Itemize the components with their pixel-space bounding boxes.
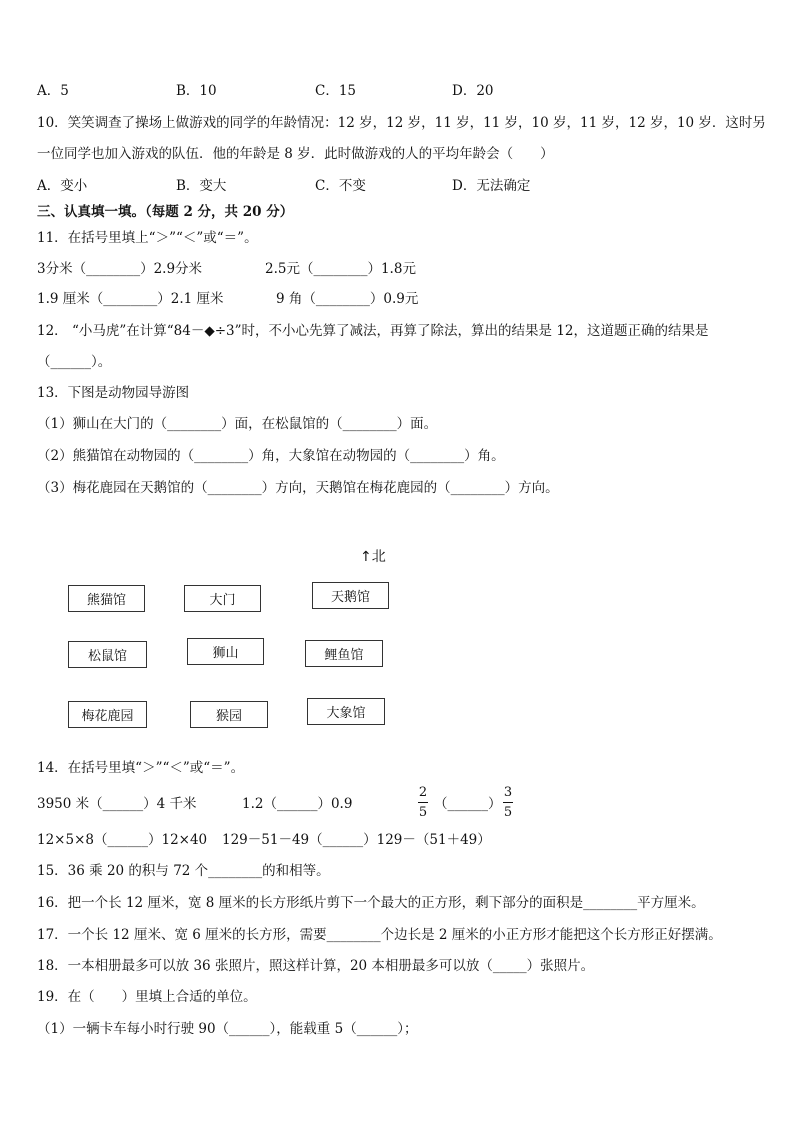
fraction-left-numerator: 2: [418, 785, 428, 800]
q9-option-d: D．20: [452, 83, 494, 99]
q14-fraction-left: [418, 785, 428, 820]
fraction-bar: [418, 802, 428, 803]
q16-text: 16．把一个长 12 厘米，宽 8 厘米的长方形纸片剪下一个最大的正方形，剩下部分的面积是________平方厘米。: [37, 895, 705, 911]
q14-item-1: 3950 米（______）4 千米: [37, 796, 197, 812]
q10-option-a: A．变小: [37, 178, 88, 194]
map-box-monkey-garden: 猴园: [190, 701, 268, 728]
q11-title: 11．在括号里填上“＞”“＜”或“＝”。: [37, 230, 258, 246]
q10-line1: 10．笑笑调查了操场上做游戏的同学的年龄情况：12 岁，12 岁，11 岁，11 岁，10 岁，11 岁，12 岁，10 岁．这时另: [37, 115, 766, 131]
fraction-bar: [503, 802, 513, 803]
q9-option-c: C．15: [315, 83, 357, 99]
q13-sub-1: （1）狮山在大门的（________）面，在松鼠馆的（________）面。: [37, 416, 438, 432]
map-box-lion-hill: 狮山: [187, 638, 264, 665]
map-box-panda-hall: 熊猫馆: [68, 585, 145, 612]
map-box-main-gate: 大门: [184, 585, 261, 612]
section3-title: 三、认真填一填。（每题 2 分，共 20 分）: [37, 204, 294, 220]
q19-sub-1: （1）一辆卡车每小时行驶 90（______），能载重 5（______）；: [37, 1021, 418, 1037]
map-box-squirrel-hall: 松鼠馆: [68, 641, 147, 668]
q14-item-3: 12×5×8（______）12×40: [37, 832, 208, 848]
map-box-carp-hall: 鲤鱼馆: [305, 640, 383, 667]
q14-item-4: 129－51－49（______）129－（51＋49）: [222, 832, 491, 848]
q13-title: 13．下图是动物园导游图: [37, 385, 190, 401]
q10-line2: 一位同学也加入游戏的队伍．他的年龄是 8 岁．此时做游戏的人的平均年龄会（ ）: [37, 146, 554, 162]
q11-item-1: 3分米（________）2.9分米: [37, 261, 203, 277]
q9-option-a: A．5: [37, 83, 69, 99]
fraction-right-numerator: 3: [503, 785, 513, 800]
q12-line1: 12． “小马虎”在计算“84－◆÷3”时，不小心先算了减法，再算了除法，算出的结果是 12，这道题正确的结果是: [37, 323, 709, 339]
q19-title: 19．在（ ）里填上合适的单位。: [37, 989, 257, 1005]
north-arrow-label: ↑北: [360, 549, 386, 565]
fraction-right-denominator: 5: [503, 805, 513, 820]
q14-item-2: 1.2（______）0.9: [242, 796, 353, 812]
map-box-swan-hall: 天鹅馆: [312, 582, 389, 609]
q12-line2: （______）。: [37, 354, 112, 370]
q13-sub-3: （3）梅花鹿园在天鹅馆的（________）方向，天鹅馆在梅花鹿园的（________）方向。: [37, 480, 559, 496]
q9-option-b: B．10: [176, 83, 217, 99]
q13-sub-2: （2）熊猫馆在动物园的（________）角，大象馆在动物园的（________）角。: [37, 448, 505, 464]
q10-option-b: B．变大: [176, 178, 227, 194]
q11-item-2: 2.5元（________）1.8元: [265, 261, 416, 277]
q14-fraction-right: [503, 785, 513, 820]
q14-title: 14．在括号里填“＞”“＜”或“＝”。: [37, 760, 245, 776]
q10-option-c: C．不变: [315, 178, 366, 194]
q11-item-3: 1.9 厘米（________）2.1 厘米: [37, 291, 224, 307]
q18-text: 18．一本相册最多可以放 36 张照片，照这样计算，20 本相册最多可以放（_____）张照片。: [37, 958, 595, 974]
map-box-deer-garden: 梅花鹿园: [68, 701, 147, 728]
q11-item-4: 9 角（________）0.9元: [276, 291, 419, 307]
q10-option-d: D．无法确定: [452, 178, 531, 194]
q17-text: 17．一个长 12 厘米、宽 6 厘米的长方形，需要________个边长是 2 厘米的小正方形才能把这个长方形正好摆满。: [37, 927, 722, 943]
map-box-elephant-hall: 大象馆: [307, 698, 385, 725]
fraction-left-denominator: 5: [418, 805, 428, 820]
q14-fraction-blank: （______）: [434, 796, 502, 812]
q15-text: 15．36 乘 20 的积与 72 个________的和相等。: [37, 863, 330, 879]
